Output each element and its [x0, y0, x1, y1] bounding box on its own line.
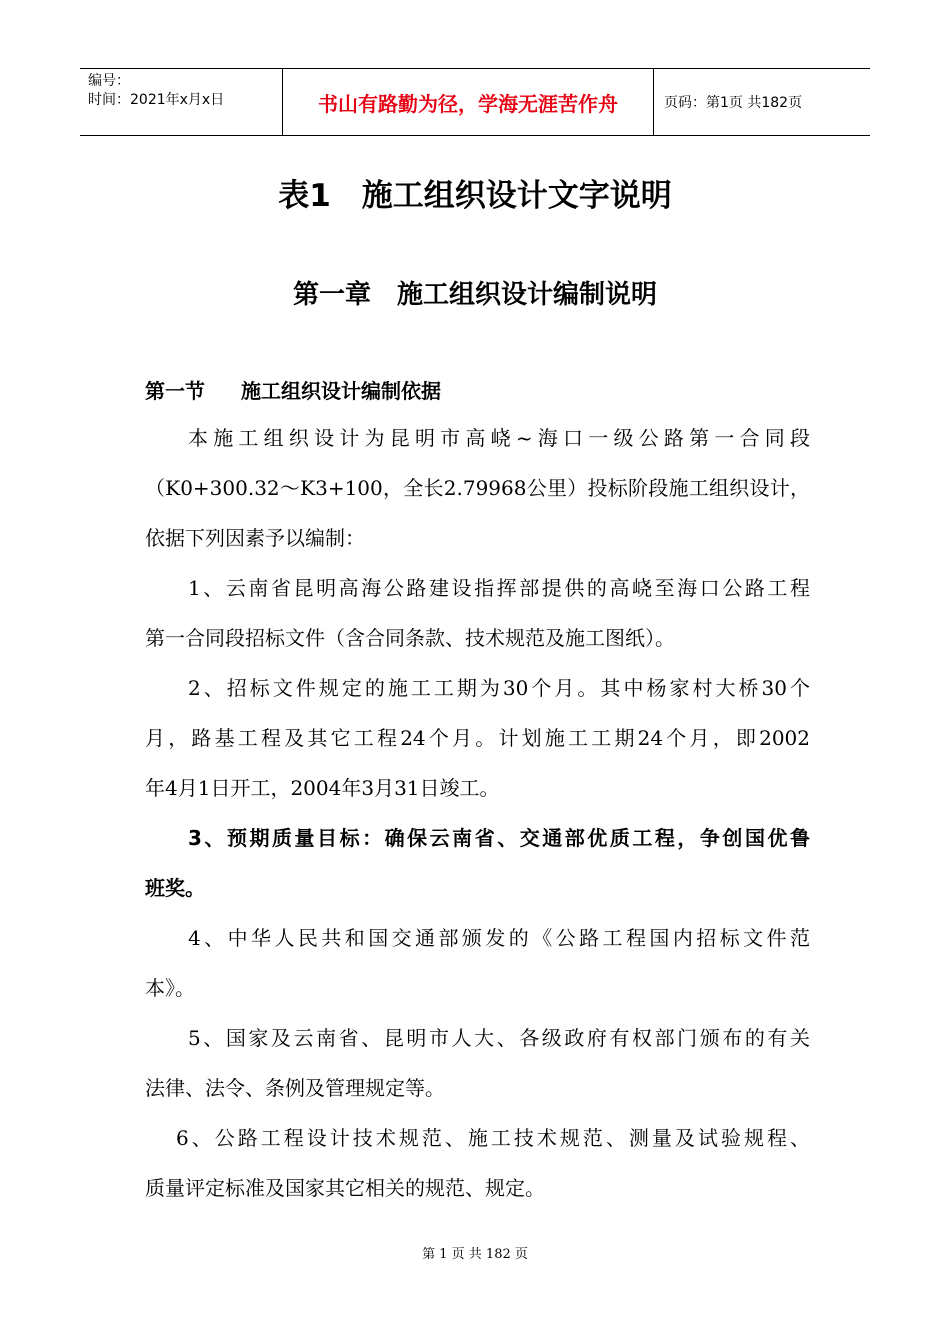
- paragraph-line: 质量评定标准及国家其它相关的规范、规定。: [145, 1176, 545, 1200]
- header-motto-cell: [282, 69, 654, 135]
- header-number-label: 编号：: [88, 73, 130, 89]
- paragraph-line: 月，路基工程及其它工程24个月。计划施工工期24个月，即2002: [145, 726, 810, 750]
- paragraph-line: （K0+300.32～K3+100，全长2.79968公里）投标阶段施工组织设计，: [145, 476, 810, 500]
- header-time-label: 时间：2021年x月x日: [88, 92, 225, 108]
- section-number: 第一节: [145, 379, 205, 403]
- page-footer: 第 1 页 共 182 页: [422, 1247, 528, 1262]
- paragraph-line: 法律、法令、条例及管理规定等。: [145, 1076, 445, 1100]
- header-motto: 书山有路勤为径，学海无涯苦作舟: [318, 91, 618, 116]
- paragraph-line: 依据下列因素予以编制：: [145, 526, 365, 550]
- document-title: 表1 施工组织设计文字说明: [278, 178, 672, 214]
- header-meta: [80, 69, 282, 135]
- paragraph-line-bold: 班奖。: [145, 876, 205, 900]
- header-page-info: 页码：第1页 共182页: [664, 95, 803, 111]
- paragraph-line: 年4月1日开工，2004年3月31日竣工。: [145, 776, 500, 800]
- paragraph-line: 第一合同段招标文件（含合同条款、技术规范及施工图纸）。: [145, 626, 675, 650]
- section-title: [145, 375, 441, 404]
- paragraph-line: 本》。: [145, 976, 195, 1000]
- chapter-title: 第一章 施工组织设计编制说明: [292, 280, 657, 310]
- paragraph-line-bold: 3、预期质量目标：确保云南省、交通部优质工程，争创国优鲁: [188, 826, 810, 850]
- paragraph-line: 4、中华人民共和国交通部颁发的《公路工程国内招标文件范: [188, 926, 810, 950]
- paragraph-line: 1、云南省昆明高海公路建设指挥部提供的高峣至海口公路工程: [188, 576, 810, 600]
- section-text: 施工组织设计编制依据: [241, 379, 441, 403]
- document-header: [80, 68, 870, 136]
- paragraph-line: 6、公路工程设计技术规范、施工技术规范、测量及试验规程、: [176, 1126, 810, 1150]
- paragraph-line: 本施工组织设计为昆明市高峣~海口一级公路第一合同段: [188, 426, 810, 450]
- paragraph-line: 5、国家及云南省、昆明市人大、各级政府有权部门颁布的有关: [188, 1026, 810, 1050]
- paragraph-line: 2、招标文件规定的施工工期为30个月。其中杨家村大桥30个: [188, 676, 810, 700]
